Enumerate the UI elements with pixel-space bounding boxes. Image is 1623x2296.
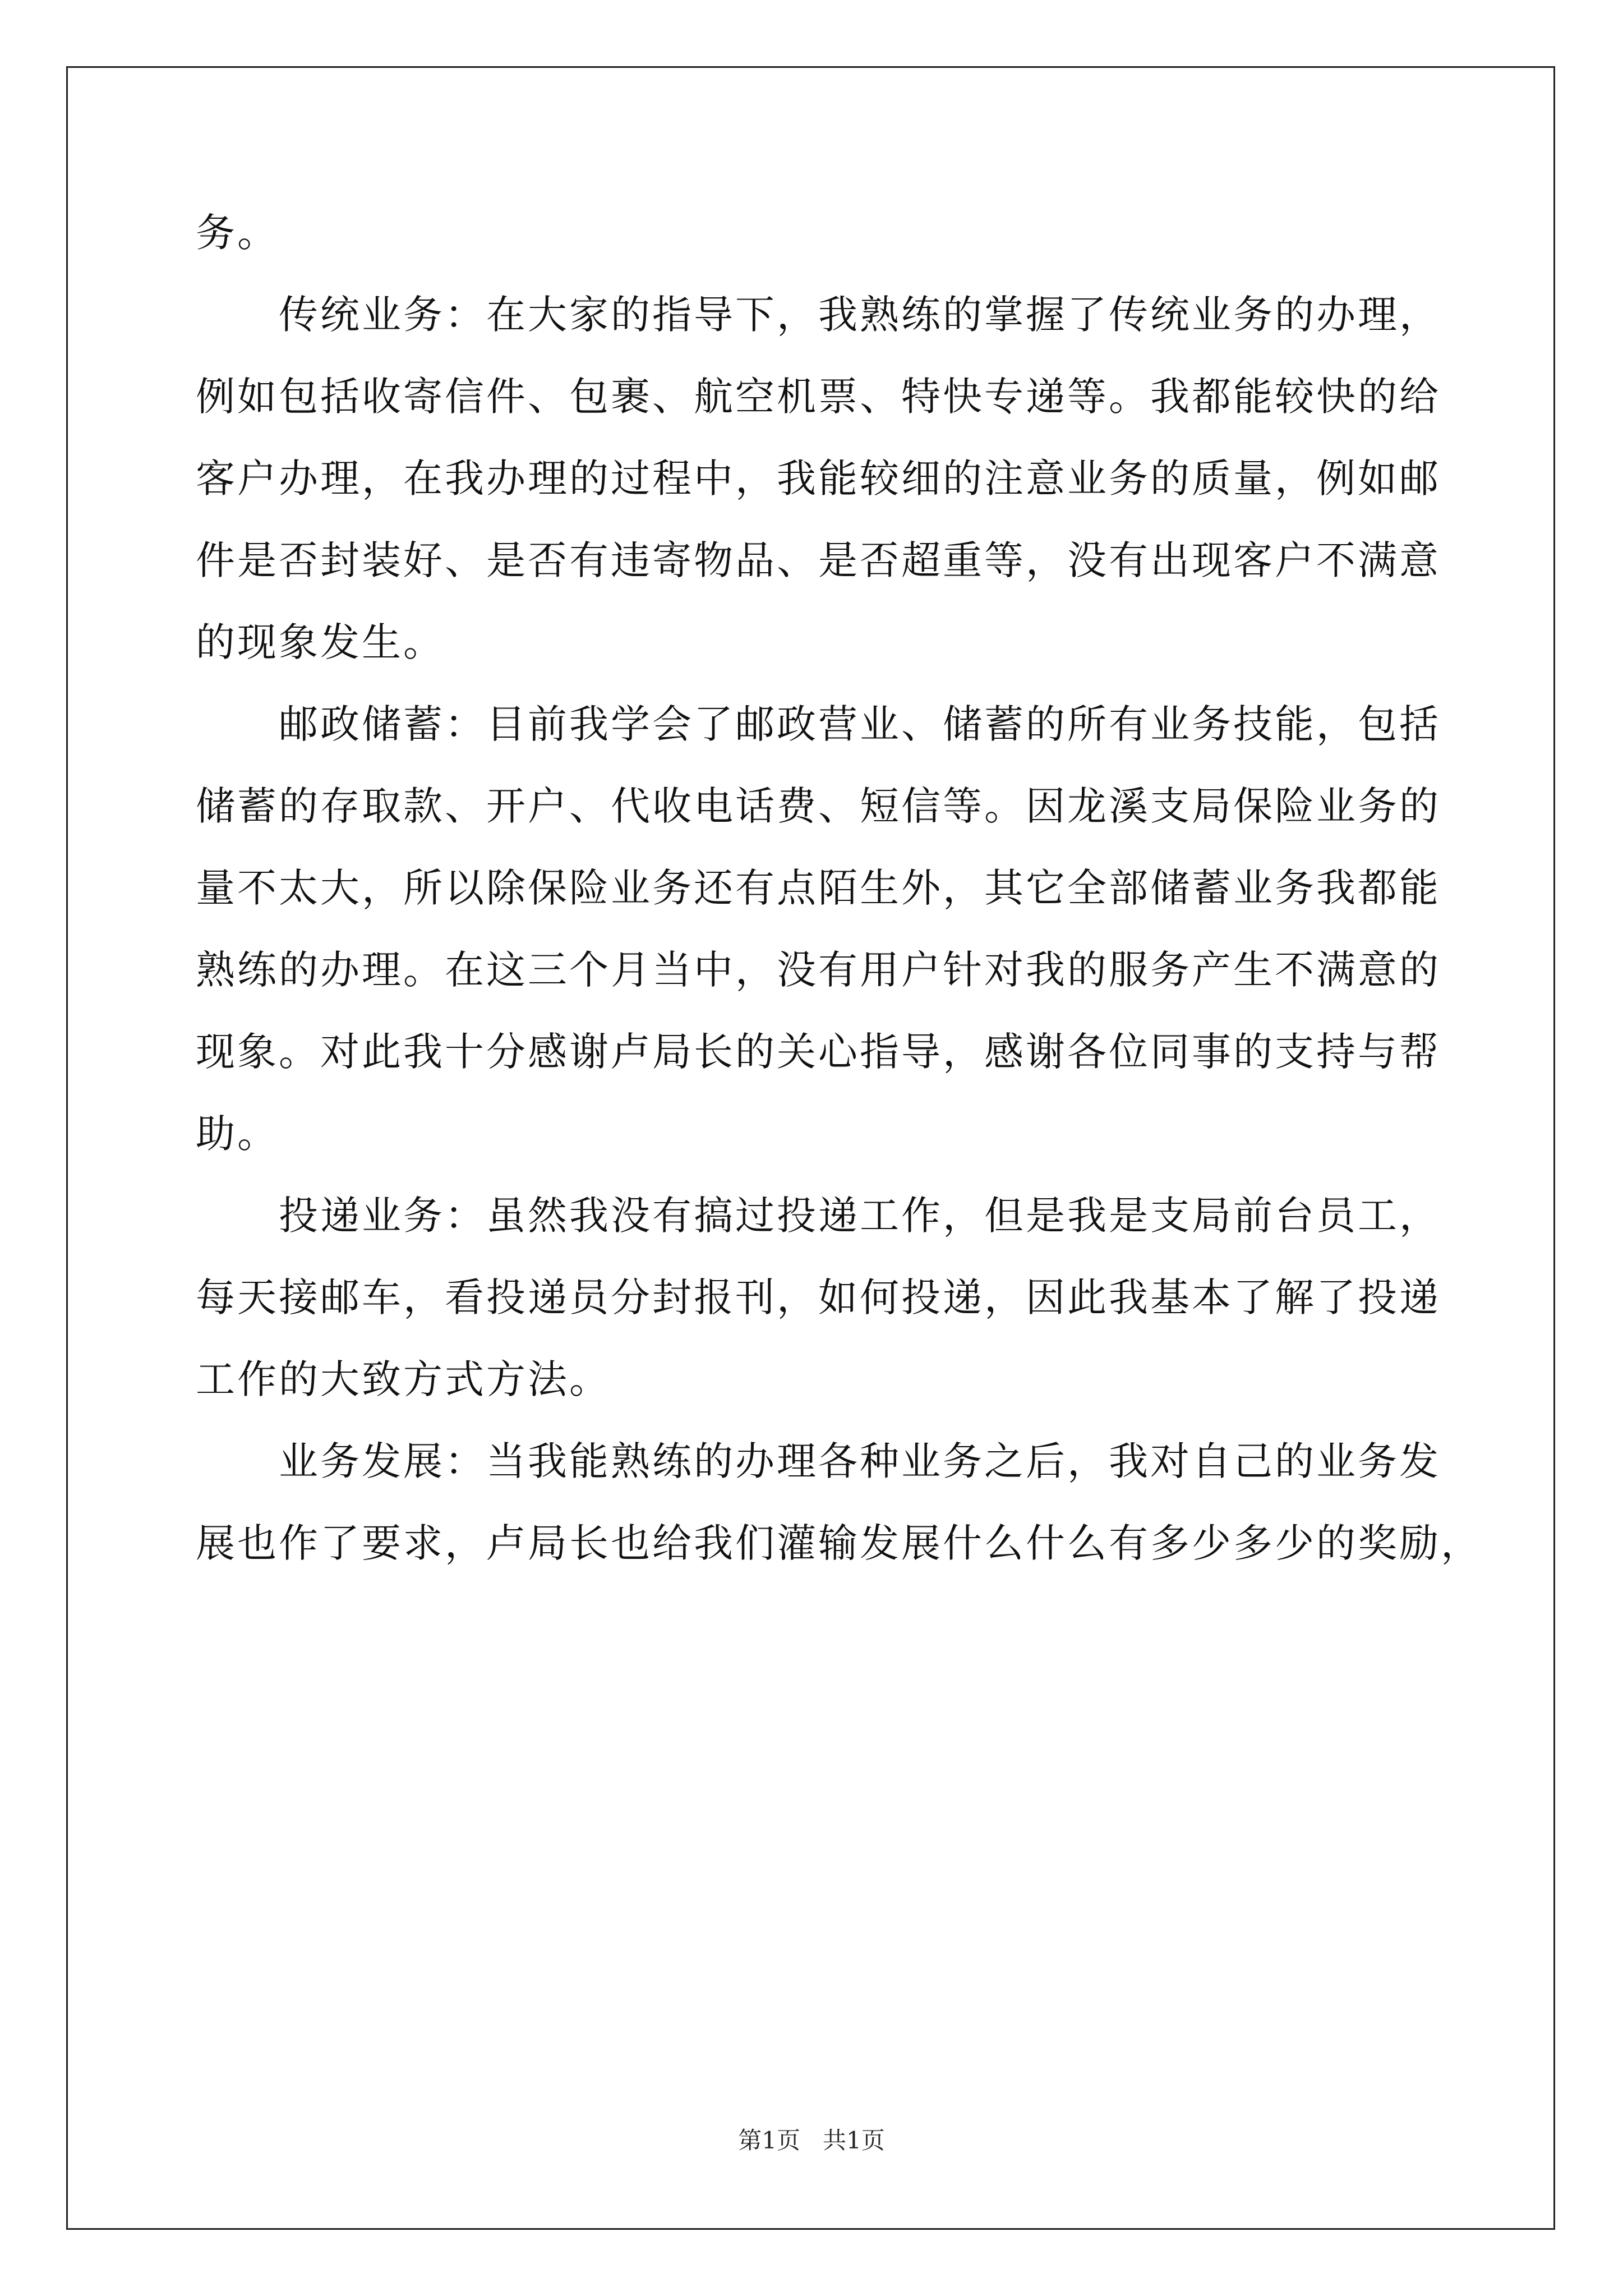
- text-line: 邮政储蓄：目前我学会了邮政营业、储蓄的所有业务技能，包括: [279, 701, 1441, 747]
- text-line: 业务发展：当我能熟练的办理各种业务之后，我对自己的业务发: [279, 1438, 1441, 1484]
- text-line: 助。: [196, 1111, 279, 1157]
- text-line: 例如包括收寄信件、包裹、航空机票、特快专递等。我都能较快的给: [196, 374, 1441, 420]
- text-line: 工作的大致方式方法。: [196, 1356, 611, 1402]
- text-line: 储蓄的存取款、开户、代收电话费、短信等。因龙溪支局保险业务的: [196, 783, 1441, 829]
- text-line: 每天接邮车，看投递员分封报刊，如何投递，因此我基本了解了投递: [196, 1274, 1441, 1320]
- document-body: [196, 192, 1482, 1584]
- text-line: 的现象发生。: [196, 619, 445, 665]
- text-line: 传统业务：在大家的指导下，我熟练的掌握了传统业务的办理，: [279, 292, 1441, 338]
- text-line: 投递业务：虽然我没有搞过投递工作，但是我是支局前台员工，: [279, 1193, 1441, 1239]
- text-line: 熟练的办理。在这三个月当中，没有用户针对我的服务产生不满意的: [196, 947, 1441, 993]
- text-line: 量不太大，所以除保险业务还有点陌生外，其它全部储蓄业务我都能: [196, 865, 1441, 911]
- text-line: 客户办理，在我办理的过程中，我能较细的注意业务的质量，例如邮: [196, 455, 1441, 501]
- text-line: 展也作了要求，卢局长也给我们灌输发展什么什么有多少多少的奖励，: [196, 1520, 1482, 1566]
- text-line: 件是否封装好、是否有违寄物品、是否超重等，没有出现客户不满意: [196, 537, 1441, 583]
- page-footer: 第1页 共1页: [738, 2127, 885, 2154]
- text-line: 务。: [196, 210, 279, 256]
- text-line: 现象。对此我十分感谢卢局长的关心指导，感谢各位同事的支持与帮: [196, 1029, 1441, 1075]
